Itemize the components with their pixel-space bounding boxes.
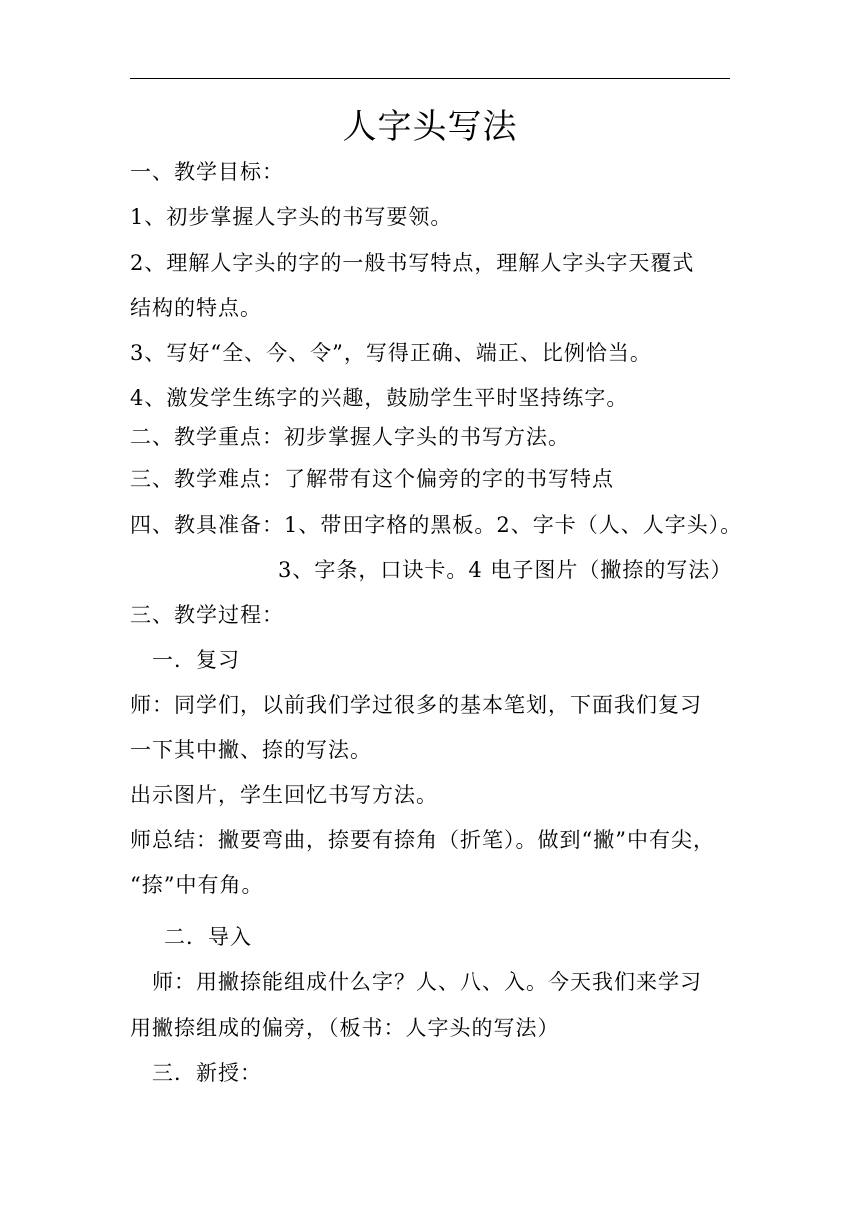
review-show-picture: 出示图片，学生回忆书写方法。	[130, 783, 438, 807]
header-rule	[130, 78, 730, 79]
review-summary-line-1: 师总结：撇要弯曲，捺要有捺角（折笔）。做到“撇”中有尖，	[130, 828, 715, 852]
section-heading-materials: 四、教具准备：1、带田字格的黑板。2、字卡（人、人字头）。	[130, 513, 743, 537]
document-title: 人字头写法	[342, 107, 518, 147]
section-heading-key-points: 二、教学重点：初步掌握人字头的书写方法。	[130, 425, 570, 449]
objective-2: 2、理解人字头的字的一般书写特点，理解人字头字天覆式	[130, 251, 695, 275]
subheading-new-lesson: 三．新授：	[152, 1061, 262, 1085]
objective-4: 4、激发学生练字的兴趣，鼓励学生平时坚持练字。	[130, 386, 629, 410]
objective-1: 1、初步掌握人字头的书写要领。	[130, 205, 453, 229]
review-teacher-line-2: 一下其中撇、捺的写法。	[130, 738, 372, 762]
materials-continued: 3、字条，口诀卡。4 电子图片（撇捺的写法）	[278, 558, 733, 582]
review-summary-line-2: “捺”中有角。	[130, 873, 264, 897]
section-heading-difficulties: 三、教学难点：了解带有这个偏旁的字的书写特点	[130, 467, 614, 491]
objective-3: 3、写好“全、今、令”，写得正确、端正、比例恰当。	[130, 341, 652, 365]
introduction-line-1: 师：用撇捺能组成什么字？人、八、入。今天我们来学习	[152, 970, 702, 994]
subheading-review: 一．复习	[152, 648, 240, 672]
review-teacher-line-1: 师：同学们，以前我们学过很多的基本笔划，下面我们复习	[130, 693, 702, 717]
objective-2-continued: 结构的特点。	[130, 296, 262, 320]
section-heading-objectives: 一、教学目标：	[130, 160, 284, 184]
subheading-introduction: 二．导入	[164, 925, 252, 949]
section-heading-process: 三、教学过程：	[130, 603, 284, 627]
introduction-line-2: 用撇捺组成的偏旁，（板书：人字头的写法）	[130, 1016, 560, 1040]
